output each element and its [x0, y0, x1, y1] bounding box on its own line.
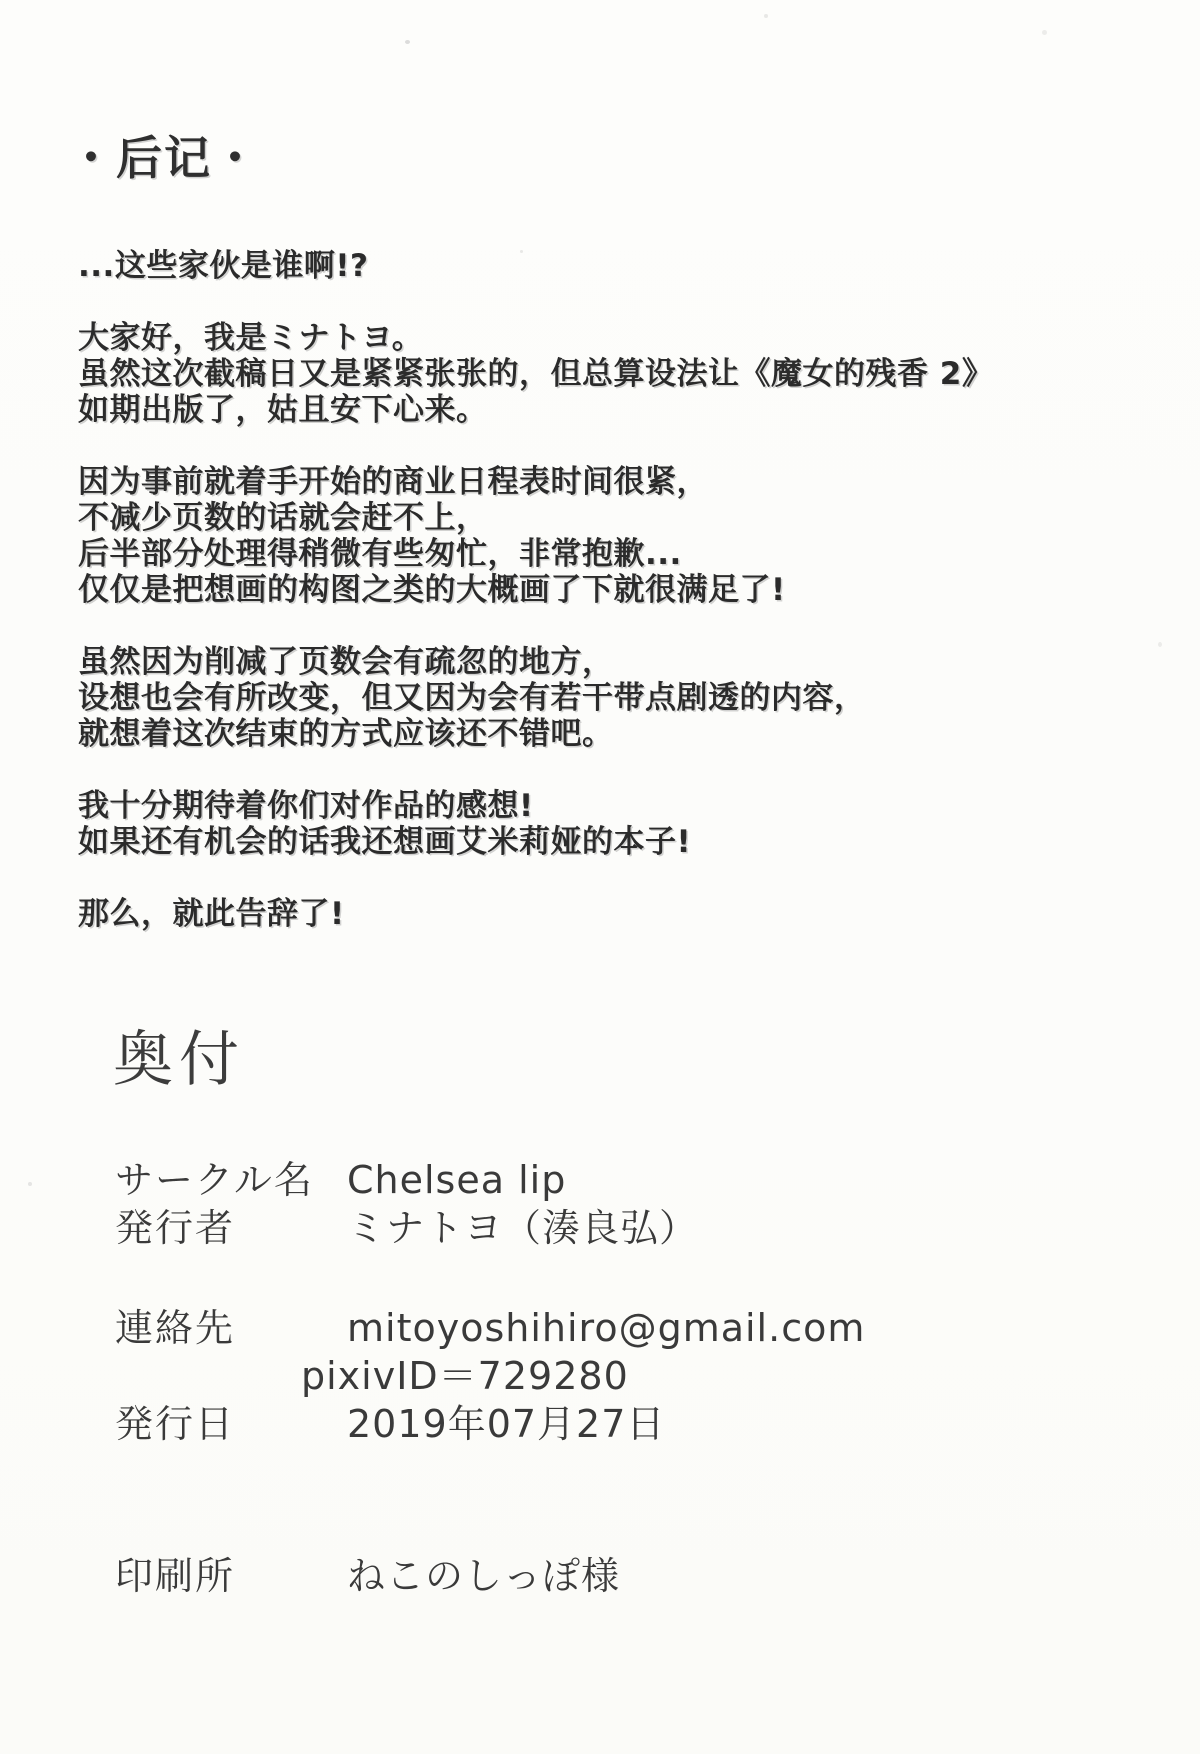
colophon-label: 発行者: [115, 1206, 236, 1250]
scan-speckle: [1042, 30, 1047, 35]
colophon-value-publish-date: 2019年07月27日: [347, 1402, 666, 1446]
afterword-paragraph: [78, 464, 1158, 608]
afterword-line: 后半部分处理得稍微有些匆忙，非常抱歉...: [78, 536, 682, 572]
afterword-line: ...这些家伙是谁啊!?: [78, 248, 369, 284]
scan-speckle: [1158, 642, 1162, 647]
colophon-section: [0, 1012, 1200, 1600]
afterword-line: 仅仅是把想画的构图之类的大概画了下就很满足了!: [78, 572, 786, 608]
afterword-paragraph: [78, 248, 1158, 284]
colophon-row-contact: [115, 1304, 1200, 1352]
colophon-label: 連絡先: [115, 1306, 236, 1350]
colophon-label: サークル名: [115, 1158, 314, 1202]
afterword-title: ・后记・: [68, 131, 260, 185]
colophon-label: 印刷所: [115, 1554, 236, 1598]
afterword-paragraph: [78, 896, 1158, 932]
colophon-row-printer: [115, 1552, 1200, 1600]
afterword-line: 设想也会有所改变，但又因为会有若干带点剧透的内容，: [78, 680, 866, 716]
colophon-heading: 奥付: [113, 1025, 245, 1095]
colophon-value-printer: ねこのしっぽ様: [347, 1554, 621, 1598]
afterword-body: [78, 248, 1158, 968]
scan-speckle: [405, 40, 410, 44]
afterword-line: 如期出版了，姑且安下心来。: [78, 392, 488, 428]
afterword-paragraph: [78, 644, 1158, 752]
afterword-line: 虽然因为削减了页数会有疏忽的地方，: [78, 644, 614, 680]
afterword-line: 就想着这次结束的方式应该还不错吧。: [78, 716, 614, 752]
afterword-line: 大家好，我是ミナトヨ。: [78, 320, 424, 356]
colophon-row-publisher: [115, 1204, 1200, 1252]
colophon-value-contact-email: mitoyoshihiro@gmail.com: [347, 1306, 866, 1350]
scan-speckle: [764, 14, 768, 18]
colophon-value-pixiv-id: pixivID＝729280: [301, 1354, 629, 1398]
colophon-value-publisher: ミナトヨ（湊良弘）: [347, 1206, 699, 1250]
colophon-label: 発行日: [115, 1402, 236, 1446]
afterword-paragraph: [78, 320, 1158, 428]
afterword-line: 如果还有机会的话我还想画艾米莉娅的本子!: [78, 824, 692, 860]
afterword-line: 因为事前就着手开始的商业日程表时间很紧，: [78, 464, 708, 500]
afterword-line: 虽然这次截稿日又是紧紧张张的，但总算设法让《魔女的残香 2》: [78, 356, 994, 392]
colophon-value-circle-name: Chelsea lip: [347, 1158, 567, 1202]
afterword-line: 我十分期待着你们对作品的感想!: [78, 788, 534, 824]
colophon-row-pixiv-id: [115, 1352, 1200, 1400]
colophon-row-circle-name: [115, 1156, 1200, 1204]
colophon-rows: [115, 1156, 1200, 1600]
afterword-line: 那么，就此告辞了!: [78, 896, 345, 932]
afterword-line: 不减少页数的话就会赶不上，: [78, 500, 488, 536]
colophon-row-publish-date: [115, 1400, 1200, 1448]
afterword-paragraph: [78, 788, 1158, 860]
